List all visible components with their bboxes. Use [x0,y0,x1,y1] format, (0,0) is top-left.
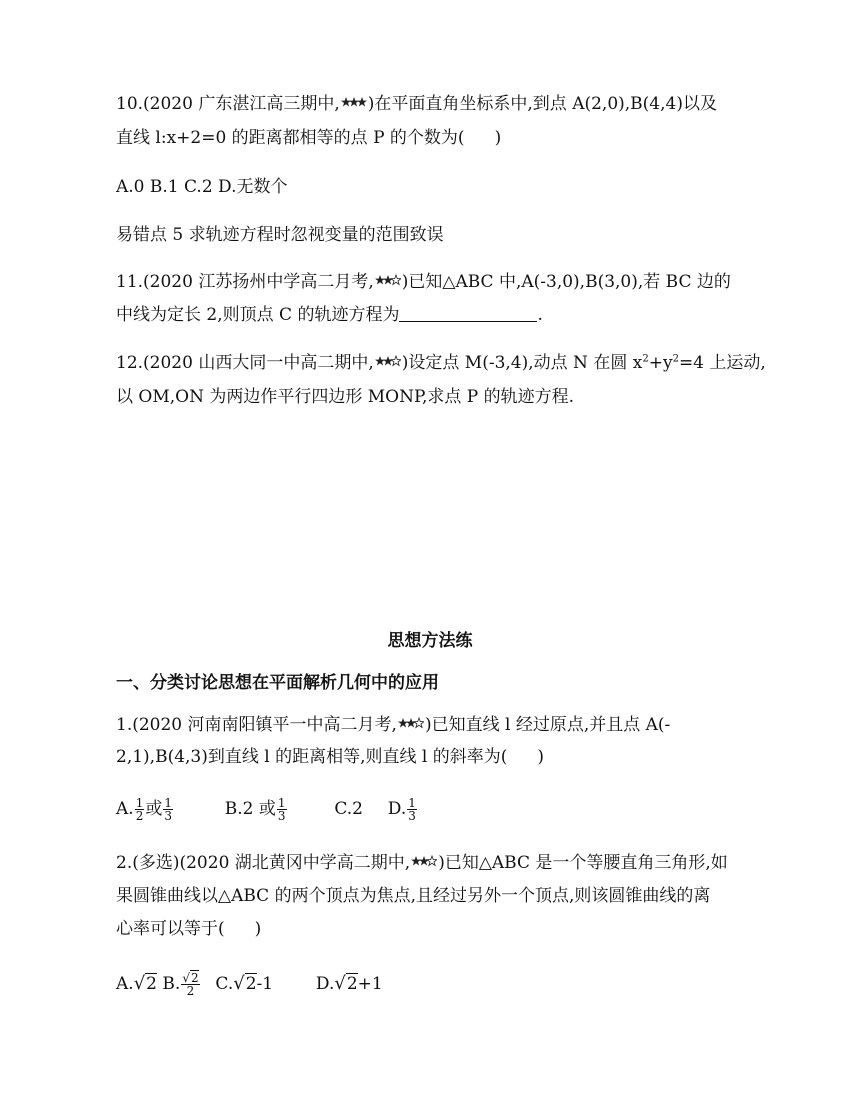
q1-options [116,797,418,822]
q10-text-1: )在平面直角坐标系中,到点 A(2,0),B(4,4)以及 [367,94,717,114]
q2-source: 2.(多选)(2020 湖北黄冈中学高二期中, [116,853,411,873]
difficulty-stars-icon [398,717,424,731]
q1-option-c: C.2 [334,799,363,819]
q2-text-1: )已知△ABC 是一个等腰直角三角形,如 [438,853,728,873]
q2-option-a: A.√2 [116,973,157,994]
q1-close-paren: ) [537,747,545,767]
q1-line-1 [116,714,670,736]
q11-line-1 [116,271,731,293]
q12-line-2: 以 OM,ON 为两边作平行四边形 MONP,求点 P 的轨迹方程. [116,387,575,407]
answer-blank[interactable] [399,307,537,322]
q10-line-2 [116,127,501,149]
fraction: $\frac{1}{3}$ [408,796,416,823]
q2-line-3 [116,918,261,940]
q2-text-3: 心率可以等于( [116,919,225,939]
q11-text-2: 中线为定长 2,则顶点 C 的轨迹方程为 [116,305,400,325]
q10-line-1 [116,93,717,115]
q11-text-1: )已知△ABC 中,A(-3,0),B(3,0),若 BC 边的 [401,272,731,292]
q12-exponent-x: 2 [642,353,649,365]
fraction: $\frac{√2}{2}$ [182,971,199,998]
difficulty-stars-icon [375,274,401,288]
q12-text-1c: =4 上运动, [678,353,766,373]
q11-period: . [537,305,543,325]
difficulty-stars-icon [411,855,437,869]
q12-line-1 [116,352,766,374]
q1-source: 1.(2020 河南南阳镇平一中高二月考, [116,715,397,735]
q10-options: A.0 B.1 C.2 D.无数个 [116,177,288,197]
q10-close-paren: ) [494,128,502,148]
q1-text-1: )已知直线 l 经过原点,并且点 A(- [424,715,671,735]
sqrt-2: √2 [133,973,157,994]
q2-line-2: 果圆锥曲线以△ABC 的两个顶点为焦点,且经过另外一个顶点,则该圆锥曲线的离 [116,886,711,906]
q1-option-b: B.2 或 $\frac{1}{3}$ [224,796,286,823]
sqrt-2: √2 [334,973,358,994]
sqrt-2: √2 [233,973,257,994]
q11-source: 11.(2020 江苏扬州中学高二月考, [116,272,374,292]
q1-option-a: A. $\frac{1}{2}$ 或 $\frac{1}{3}$ [116,796,172,823]
q10-source: 10.(2020 广东湛江高三期中, [116,94,340,114]
q2-option-d: D.√2+1 [315,973,383,994]
difficulty-stars-icon [341,96,367,110]
q2-line-1 [116,852,728,874]
q12-source: 12.(2020 山西大同一中高二期中, [116,353,374,373]
q11-line-2 [116,304,543,326]
section-title: 思想方法练 [387,631,473,651]
q10-text-2: 直线 l:x+2=0 的距离都相等的点 P 的个数为( [116,128,465,148]
section-1-heading: 一、分类讨论思想在平面解析几何中的应用 [116,673,439,693]
q12-exponent-y: 2 [672,353,679,365]
q1-text-2: 2,1),B(4,3)到直线 l 的距离相等,则直线 l 的斜率为( [116,747,508,767]
q12-text-1: )设定点 M(-3,4),动点 N 在圆 x [401,353,643,373]
q1-option-d: D. $\frac{1}{3}$ [387,796,416,823]
q2-option-c: C.√2-1 [215,973,274,994]
difficulty-stars-icon [375,355,401,369]
fraction: $\frac{1}{3}$ [164,796,172,823]
q1-line-2 [116,746,544,768]
q2-option-b: B. $\frac{√2}{2}$ [162,971,199,998]
q12-plus-y: +y [648,353,673,373]
pitfall-5-heading: 易错点 5 求轨迹方程时忽视变量的范围致误 [116,225,444,245]
q2-options [116,972,383,997]
fraction: $\frac{1}{3}$ [277,796,286,823]
fraction: $\frac{1}{2}$ [135,796,144,823]
q2-close-paren: ) [254,919,262,939]
